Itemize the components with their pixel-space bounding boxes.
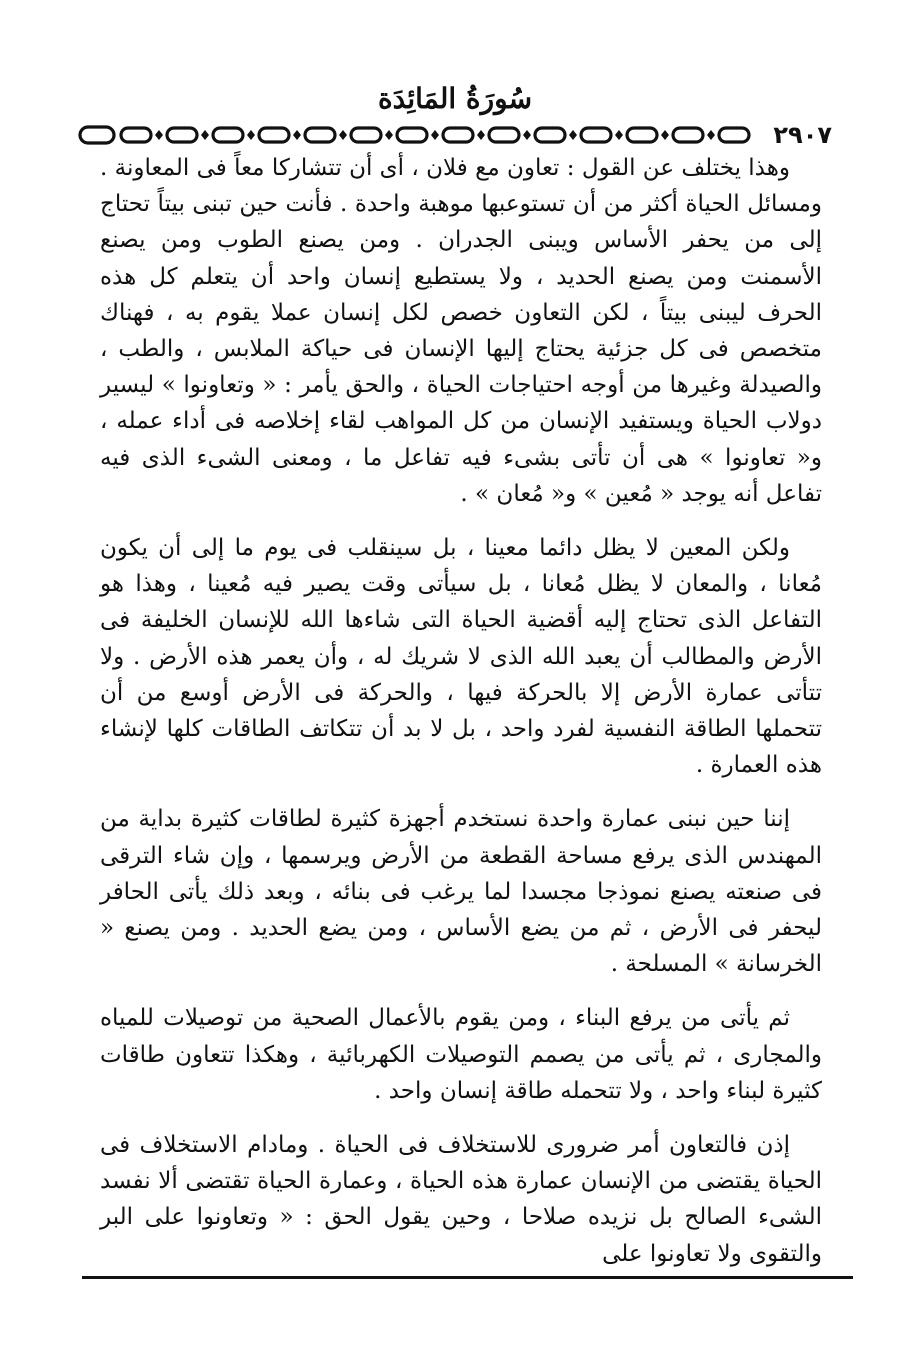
ornament-oval bbox=[443, 128, 473, 142]
ornament-oval bbox=[535, 128, 565, 142]
paragraph: وهذا يختلف عن القول : تعاون مع فلان ، أى أن تتشاركا معاً فى المعاونة . ومسائل الحياة أكثر من أن تستوعبها موهبة واحدة . فأنت حين تبنى بيتاً تحتاج إلى من يحفر الأساس ويبنى الجدران . ومن يصنع الطوب ومن يصنع الأسمنت ومن يصنع الحديد ، ولا يستطيع إنسان واحد أن يتعلم كل هذه الحرف ليبنى بيتاً ، لكن التعاون خصص لكل إنسان عملا يقوم به ، فهناك متخصص فى كل جزئية يحتاج إليها الإنسان فى حياكة الملابس ، والطب ، والصيدلة وغيرها من أوجه احتياجات الحياة ، والحق يأمر : « وتعاونوا » ليسير دولاب الحياة ويستفيد الإنسان من كل المواهب لقاء إخلاصه فى أداء عمله ، و« تعاونوا » هى أن تأتى بشىء فيه تفاعل ما ، ومعنى الشىء الذى فيه تفاعل أنه يوجد « مُعين » و« مُعان » . bbox=[100, 155, 822, 507]
ornament-diamond bbox=[385, 130, 393, 140]
paragraph: إذن فالتعاون أمر ضرورى للاستخلاف فى الحياة . ومادام الاستخلاف فى الحياة يقتضى من الإنسان عمارة هذه الحياة ، وعمارة الحياة تقتضى ألا نفسد الشىء الصالح بل نزيده صلاحا ، وحين يقول الحق : « وتعاونوا على البر والتقوى ولا تعاونوا على bbox=[100, 1132, 822, 1267]
ornament-diamond bbox=[201, 130, 209, 140]
ornament-diamond bbox=[293, 130, 301, 140]
ornament-oval bbox=[673, 128, 703, 142]
ornament-oval bbox=[489, 128, 519, 142]
ornament-oval bbox=[305, 128, 335, 142]
ornament-diamond bbox=[247, 130, 255, 140]
ornament-oval bbox=[627, 128, 657, 142]
ornament-diamond bbox=[615, 130, 623, 140]
bottom-rule bbox=[82, 1276, 853, 1279]
ornament-oval bbox=[397, 128, 427, 142]
ornament-oval bbox=[167, 128, 197, 142]
ornament-diamond bbox=[523, 130, 531, 140]
ornament-oval bbox=[581, 128, 611, 142]
paragraph: ولكن المعين لا يظل دائما معينا ، بل سينقلب فى يوم ما إلى أن يكون مُعانا ، والمعان لا يظل مُعانا ، بل سيأتى وقت يصير فيه مُعينا ، وهذا هو التفاعل الذى تحتاج إليه أقضية الحياة التى شاءها الله للإنسان الخليفة فى الأرض والمطالب أن يعبد الله الذى لا شريك له ، وأن يعمر هذه الأرض . ولا تتأتى عمارة الأرض إلا بالحركة فيها ، والحركة فى الأرض أوسع من أن تتحملها الطاقة النفسية لفرد واحد ، بل لا بد أن تتكاتف الطاقات كلها لإنشاء هذه العمارة . bbox=[100, 535, 822, 779]
ornament-diamond bbox=[431, 130, 439, 140]
ornament-oval bbox=[213, 128, 243, 142]
ornament-oval bbox=[351, 128, 381, 142]
ornament-diamond bbox=[707, 130, 715, 140]
ornament-diamond bbox=[661, 130, 669, 140]
ornament-oval bbox=[121, 128, 151, 142]
surah-title: سُورَةُ المَائِدَة bbox=[377, 82, 533, 115]
ornament-diamond bbox=[477, 130, 485, 140]
ornament-diamond bbox=[339, 130, 347, 140]
header-ornament-row bbox=[78, 118, 838, 152]
paragraph: ثم يأتى من يرفع البناء ، ومن يقوم بالأعمال الصحية من توصيلات للمياه والمجارى ، ثم يأتى من يصمم التوصيلات الكهربائية ، وهكذا تتعاون طاقات كثيرة لبناء واحد ، ولا تتحمله طاقة إنسان واحد . bbox=[100, 1005, 822, 1104]
ornament-end-cap bbox=[78, 123, 116, 147]
paragraph: إننا حين نبنى عمارة واحدة نستخدم أجهزة كثيرة لطاقات كثيرة بداية من المهندس الذى يرفع مساحة القطعة من الأرض ويرسمها ، وإن شاء الترقى فى صنعته يصنع نموذجا مجسدا لما يرغب فى بنائه ، وبعد ذلك يأتى الحافر ليحفر فى الأرض ، ثم من يضع الأساس ، ومن يضع الحديد . ومن يصنع « الخرسانة » المسلحة . bbox=[100, 806, 822, 978]
ornament-diamond bbox=[569, 130, 577, 140]
body-text bbox=[100, 150, 822, 1272]
ornament-oval bbox=[719, 128, 749, 142]
ornament-diamond bbox=[155, 130, 163, 140]
page-number: ٢٩٠٧ bbox=[773, 121, 832, 149]
ornamental-border bbox=[117, 123, 767, 147]
ornament-oval bbox=[259, 128, 289, 142]
